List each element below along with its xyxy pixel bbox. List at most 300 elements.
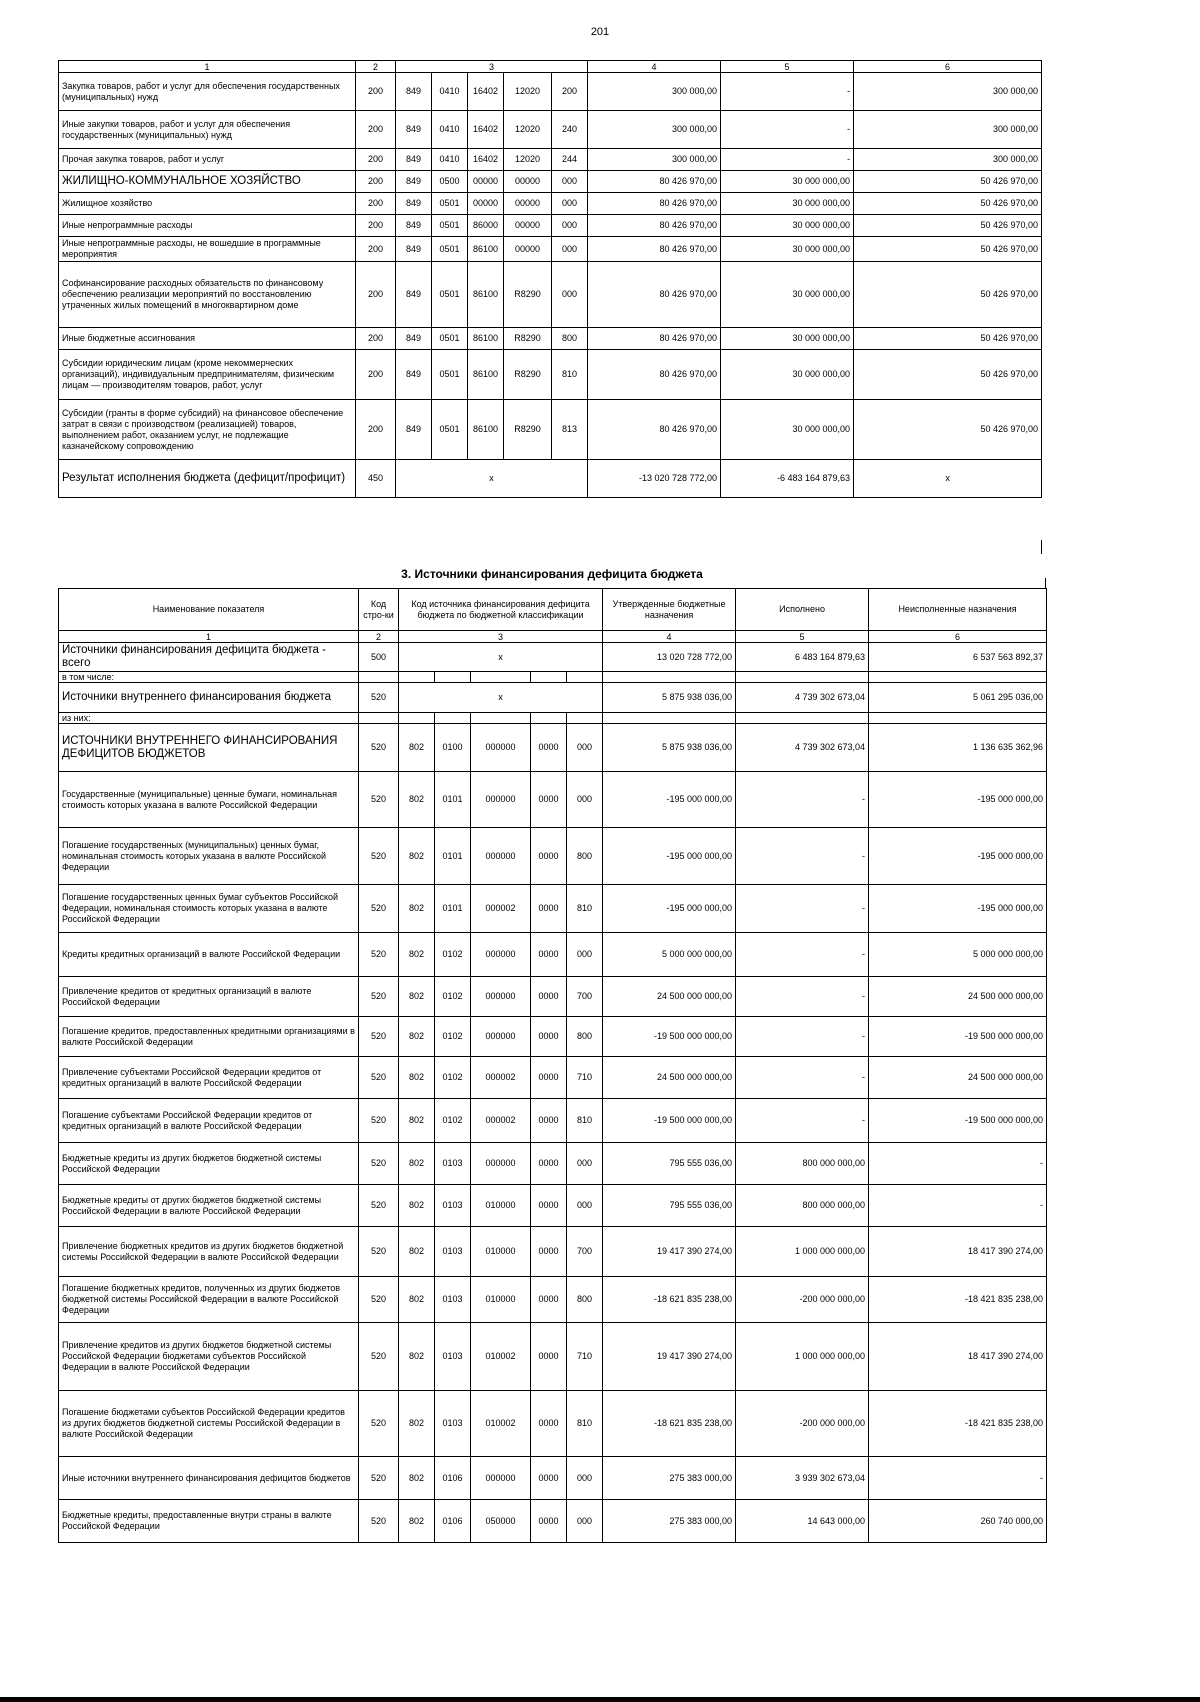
row-executed: 3 939 302 673,04: [736, 1457, 869, 1500]
row-class-code-1: 849: [396, 350, 432, 400]
empty-cell: [435, 713, 471, 724]
row-class-code-1: 849: [396, 400, 432, 460]
row-class-code-1: 802: [399, 772, 435, 828]
row-approved: 19 417 390 274,00: [603, 1323, 736, 1391]
row-class-code-1: 802: [399, 1391, 435, 1457]
row-executed: 4 739 302 673,04: [736, 683, 869, 713]
row-class-code-4: 0000: [531, 977, 567, 1017]
row-class-code-5: 000: [552, 215, 588, 237]
row-class-code-1: 802: [399, 1143, 435, 1185]
table-row: [59, 1500, 1047, 1543]
page-number: 201: [590, 26, 610, 38]
column-numbers-row: [59, 61, 1042, 73]
row-class-code-3: 000000: [471, 977, 531, 1017]
row-class-code-2: 0102: [435, 933, 471, 977]
row-name: Иные закупки товаров, работ и услуг для обеспечения государственных (муниципальных) нужд: [59, 111, 356, 149]
row-executed: 800 000 000,00: [736, 1185, 869, 1227]
row-class-code-4: 0000: [531, 1057, 567, 1099]
row-class-code-1: 802: [399, 933, 435, 977]
row-unexecuted: 50 426 970,00: [854, 237, 1042, 262]
table-row: [59, 1457, 1047, 1500]
header-approved: Утвержденные бюджетные назначения: [603, 589, 736, 631]
row-class-code-4: 0000: [531, 1185, 567, 1227]
header-unexecuted: Неисполненные назначения: [869, 589, 1047, 631]
row-name: Погашение кредитов, предоставленных кредитными организациями в валюте Российской Федерации: [59, 1017, 359, 1057]
header-source-code: Код источника финансирования дефицита бюджета по бюджетной классификации: [399, 589, 603, 631]
row-class-code-5: 000: [567, 724, 603, 772]
row-approved: 80 426 970,00: [588, 237, 721, 262]
row-class-code-4: 00000: [504, 193, 552, 215]
row-line-code: 520: [359, 828, 399, 885]
empty-cell: [567, 672, 603, 683]
row-class-code-3: 000000: [471, 772, 531, 828]
row-class-code-1: 802: [399, 1277, 435, 1323]
table-row: [59, 1143, 1047, 1185]
row-unexecuted: 5 061 295 036,00: [869, 683, 1047, 713]
row-name: Закупка товаров, работ и услуг для обеспечения государственных (муниципальных) нужд: [59, 73, 356, 111]
row-executed: 1 000 000 000,00: [736, 1227, 869, 1277]
row-class-code-2: 0501: [432, 237, 468, 262]
row-executed: -6 483 164 879,63: [721, 460, 854, 498]
row-class-code-5: 000: [567, 1500, 603, 1543]
header-code: Код стро-ки: [359, 589, 399, 631]
row-executed: -200 000 000,00: [736, 1277, 869, 1323]
row-name: Привлечение субъектами Российской Федерации кредитов от кредитных организаций в валюте Российской Федерации: [59, 1057, 359, 1099]
row-class-code-3: 86100: [468, 400, 504, 460]
row-executed: 14 643 000,00: [736, 1500, 869, 1543]
row-unexecuted: -: [869, 1185, 1047, 1227]
empty-cell: [359, 672, 399, 683]
row-executed: 30 000 000,00: [721, 193, 854, 215]
row-line-code: 200: [356, 193, 396, 215]
row-executed: 30 000 000,00: [721, 171, 854, 193]
row-approved: -195 000 000,00: [603, 828, 736, 885]
table-edge-line: [1041, 540, 1042, 554]
row-executed: 30 000 000,00: [721, 400, 854, 460]
row-executed: -: [736, 933, 869, 977]
empty-cell: [736, 672, 869, 683]
row-unexecuted: -: [869, 1143, 1047, 1185]
row-executed: -: [736, 772, 869, 828]
row-class-code-5: 813: [552, 400, 588, 460]
summary-row: [59, 683, 1047, 713]
row-line-code: 200: [356, 400, 396, 460]
row-line-code: 520: [359, 1057, 399, 1099]
row-class-code-4: R8290: [504, 350, 552, 400]
row-class-code-x: x: [399, 683, 603, 713]
row-class-code-2: 0501: [432, 328, 468, 350]
row-class-code-2: 0501: [432, 215, 468, 237]
col-num-4: 4: [603, 631, 736, 643]
row-class-code-4: 0000: [531, 772, 567, 828]
row-class-code-3: 010002: [471, 1391, 531, 1457]
row-class-code-3: 000000: [471, 1017, 531, 1057]
row-class-code-5: 700: [567, 977, 603, 1017]
row-class-code-4: R8290: [504, 400, 552, 460]
row-class-code-1: 802: [399, 1500, 435, 1543]
row-class-code-5: 800: [552, 328, 588, 350]
row-class-code-2: 0106: [435, 1457, 471, 1500]
row-name: Привлечение кредитов от кредитных организаций в валюте Российской Федерации: [59, 977, 359, 1017]
row-unexecuted: 24 500 000 000,00: [869, 977, 1047, 1017]
row-class-code-5: 244: [552, 149, 588, 171]
row-class-code-5: 800: [567, 1017, 603, 1057]
table-row: [59, 1391, 1047, 1457]
row-line-code: 520: [359, 1391, 399, 1457]
row-class-code-2: 0102: [435, 1017, 471, 1057]
table-row: [59, 193, 1042, 215]
row-class-code-4: R8290: [504, 328, 552, 350]
table-row: [59, 724, 1047, 772]
row-class-code-4: 0000: [531, 1500, 567, 1543]
row-class-code-1: 802: [399, 1099, 435, 1143]
row-executed: -: [736, 1057, 869, 1099]
row-unexecuted: 300 000,00: [854, 111, 1042, 149]
empty-cell: [531, 672, 567, 683]
row-class-code-2: 0103: [435, 1227, 471, 1277]
row-approved: -18 621 835 238,00: [603, 1277, 736, 1323]
row-class-code-4: 0000: [531, 828, 567, 885]
row-class-code-5: 810: [567, 885, 603, 933]
row-unexecuted: 50 426 970,00: [854, 193, 1042, 215]
row-executed: 30 000 000,00: [721, 215, 854, 237]
row-class-code-5: 710: [567, 1057, 603, 1099]
summary-row: [59, 460, 1042, 498]
row-class-code-2: 0501: [432, 350, 468, 400]
col-num-1: 1: [59, 61, 356, 73]
row-executed: 30 000 000,00: [721, 237, 854, 262]
row-class-code-3: 000002: [471, 885, 531, 933]
row-name: Субсидии (гранты в форме субсидий) на финансовое обеспечение затрат в связи с производством (реализацией) товаров, выполнением работ, оказанием услуг, не подлежащие казначейскому сопровождению: [59, 400, 356, 460]
row-line-code: 200: [356, 262, 396, 328]
row-class-code-1: 849: [396, 215, 432, 237]
row-class-code-1: 802: [399, 1057, 435, 1099]
table-row: [59, 1057, 1047, 1099]
row-class-code-4: 0000: [531, 724, 567, 772]
row-class-code-4: 0000: [531, 1391, 567, 1457]
row-class-code-4: 00000: [504, 171, 552, 193]
row-class-code-5: 000: [567, 1185, 603, 1227]
row-class-code-4: 0000: [531, 1323, 567, 1391]
expenses-table: [58, 60, 1042, 498]
table-row: [59, 1323, 1047, 1391]
row-name: Погашение государственных (муниципальных) ценных бумаг, номинальная стоимость которых указана в валюте Российской Федерации: [59, 828, 359, 885]
row-name: Погашение субъектами Российской Федерации кредитов от кредитных организаций в валюте Российской Федерации: [59, 1099, 359, 1143]
row-executed: -200 000 000,00: [736, 1391, 869, 1457]
empty-cell: [869, 713, 1047, 724]
table-row: [59, 111, 1042, 149]
row-name: Результат исполнения бюджета (дефицит/профицит): [59, 460, 356, 498]
deficit-sources-table: [58, 588, 1047, 1543]
row-class-code-4: 00000: [504, 215, 552, 237]
table-row: [59, 1227, 1047, 1277]
row-executed: 30 000 000,00: [721, 328, 854, 350]
row-unexecuted: 18 417 390 274,00: [869, 1227, 1047, 1277]
empty-cell: [435, 672, 471, 683]
row-approved: -19 500 000 000,00: [603, 1017, 736, 1057]
row-name: Погашение бюджетами субъектов Российской Федерации кредитов из других бюджетов бюджетной системы Российской Федерации в валюте Российской Федерации: [59, 1391, 359, 1457]
row-class-code-2: 0501: [432, 262, 468, 328]
row-class-code-2: 0102: [435, 1099, 471, 1143]
table-row: [59, 237, 1042, 262]
table-row: [59, 772, 1047, 828]
row-class-code-3: 010000: [471, 1277, 531, 1323]
row-class-code-1: 802: [399, 885, 435, 933]
row-class-code-5: 700: [567, 1227, 603, 1277]
header-row: [59, 589, 1047, 631]
row-unexecuted: -195 000 000,00: [869, 828, 1047, 885]
table-row: [59, 262, 1042, 328]
row-class-code-x: x: [396, 460, 588, 498]
row-class-code-2: 0501: [432, 193, 468, 215]
col-num-3: 3: [399, 631, 603, 643]
row-unexecuted: -195 000 000,00: [869, 885, 1047, 933]
row-class-code-1: 802: [399, 828, 435, 885]
row-approved: -18 621 835 238,00: [603, 1391, 736, 1457]
row-class-code-5: 800: [567, 1277, 603, 1323]
row-approved: 300 000,00: [588, 73, 721, 111]
table-row: [59, 149, 1042, 171]
row-class-code-2: 0101: [435, 885, 471, 933]
row-class-code-5: 000: [552, 193, 588, 215]
row-unexecuted: 50 426 970,00: [854, 171, 1042, 193]
row-line-code: 520: [359, 885, 399, 933]
row-line-code: 520: [359, 1500, 399, 1543]
empty-cell: [471, 713, 531, 724]
row-class-code-x: x: [399, 643, 603, 672]
row-unexecuted: 50 426 970,00: [854, 215, 1042, 237]
row-name: Субсидии юридическим лицам (кроме некоммерческих организаций), индивидуальным предпринимателям, физическим лицам — производителям товаров, работ, услуг: [59, 350, 356, 400]
row-class-code-3: 000000: [471, 724, 531, 772]
row-class-code-3: 000002: [471, 1057, 531, 1099]
row-class-code-4: 12020: [504, 73, 552, 111]
row-line-code: 500: [359, 643, 399, 672]
row-executed: -: [736, 885, 869, 933]
row-line-code: 200: [356, 350, 396, 400]
row-approved: 80 426 970,00: [588, 171, 721, 193]
row-class-code-2: 0410: [432, 73, 468, 111]
row-unexecuted: 5 000 000 000,00: [869, 933, 1047, 977]
row-unexecuted: 50 426 970,00: [854, 400, 1042, 460]
empty-cell: [869, 672, 1047, 683]
col-num-2: 2: [356, 61, 396, 73]
row-approved: 80 426 970,00: [588, 262, 721, 328]
row-name: Источники финансирования дефицита бюджета - всего: [59, 643, 359, 672]
row-line-code: 520: [359, 1277, 399, 1323]
row-class-code-5: 000: [567, 933, 603, 977]
row-class-code-2: 0410: [432, 149, 468, 171]
table-row: [59, 828, 1047, 885]
empty-cell: [399, 713, 435, 724]
row-class-code-3: 000000: [471, 1457, 531, 1500]
row-unexecuted: 50 426 970,00: [854, 350, 1042, 400]
row-name: Иные непрограммные расходы, не вошедшие в программные мероприятия: [59, 237, 356, 262]
row-executed: 30 000 000,00: [721, 262, 854, 328]
row-executed: -: [736, 1017, 869, 1057]
row-class-code-5: 200: [552, 73, 588, 111]
col-num-5: 5: [721, 61, 854, 73]
row-class-code-4: 0000: [531, 1227, 567, 1277]
row-name: Государственные (муниципальные) ценные бумаги, номинальная стоимость которых указана в валюте Российской Федерации: [59, 772, 359, 828]
row-approved: 5 875 938 036,00: [603, 724, 736, 772]
row-unexecuted: 18 417 390 274,00: [869, 1323, 1047, 1391]
row-line-code: 520: [359, 1185, 399, 1227]
row-line-code: 520: [359, 1099, 399, 1143]
row-line-code: 520: [359, 1143, 399, 1185]
empty-cell: [567, 713, 603, 724]
row-class-code-1: 802: [399, 1457, 435, 1500]
row-name: Бюджетные кредиты из других бюджетов бюджетной системы Российской Федерации: [59, 1143, 359, 1185]
row-name: Жилищное хозяйство: [59, 193, 356, 215]
row-class-code-3: 050000: [471, 1500, 531, 1543]
row-name: Источники внутреннего финансирования бюджета: [59, 683, 359, 713]
row-executed: -: [721, 73, 854, 111]
row-class-code-5: 000: [567, 1143, 603, 1185]
row-class-code-1: 849: [396, 149, 432, 171]
row-class-code-5: 800: [567, 828, 603, 885]
row-unexecuted: 6 537 563 892,37: [869, 643, 1047, 672]
row-name: Привлечение бюджетных кредитов из других бюджетов бюджетной системы Российской Федерации в валюте Российской Федерации: [59, 1227, 359, 1277]
row-class-code-3: 010002: [471, 1323, 531, 1391]
row-name: Прочая закупка товаров, работ и услуг: [59, 149, 356, 171]
column-numbers-row: [59, 631, 1047, 643]
label-row: [59, 672, 1047, 683]
row-class-code-1: 849: [396, 262, 432, 328]
row-class-code-3: 86100: [468, 262, 504, 328]
empty-cell: [603, 672, 736, 683]
row-unexecuted: -: [869, 1457, 1047, 1500]
row-line-code: 520: [359, 724, 399, 772]
row-name: Бюджетные кредиты от других бюджетов бюджетной системы Российской Федерации в валюте Российской Федерации: [59, 1185, 359, 1227]
row-executed: -: [721, 149, 854, 171]
row-unexecuted: -18 421 835 238,00: [869, 1277, 1047, 1323]
row-name: Бюджетные кредиты, предоставленные внутри страны в валюте Российской Федерации: [59, 1500, 359, 1543]
row-class-code-4: 00000: [504, 237, 552, 262]
row-class-code-3: 86100: [468, 328, 504, 350]
row-class-code-3: 86100: [468, 350, 504, 400]
table-row: [59, 977, 1047, 1017]
row-class-code-2: 0103: [435, 1323, 471, 1391]
row-unexecuted: x: [854, 460, 1042, 498]
row-class-code-2: 0100: [435, 724, 471, 772]
row-name: Иные непрограммные расходы: [59, 215, 356, 237]
row-label: из них:: [59, 713, 359, 724]
row-approved: 19 417 390 274,00: [603, 1227, 736, 1277]
row-class-code-5: 710: [567, 1323, 603, 1391]
row-class-code-1: 802: [399, 724, 435, 772]
empty-cell: [399, 672, 435, 683]
row-line-code: 520: [359, 772, 399, 828]
row-approved: 13 020 728 772,00: [603, 643, 736, 672]
row-class-code-1: 802: [399, 1185, 435, 1227]
row-class-code-3: 00000: [468, 171, 504, 193]
empty-cell: [471, 672, 531, 683]
row-approved: 24 500 000 000,00: [603, 977, 736, 1017]
row-class-code-2: 0501: [432, 400, 468, 460]
row-unexecuted: -19 500 000 000,00: [869, 1099, 1047, 1143]
row-line-code: 520: [359, 683, 399, 713]
row-unexecuted: -18 421 835 238,00: [869, 1391, 1047, 1457]
row-name: Иные источники внутреннего финансирования дефицитов бюджетов: [59, 1457, 359, 1500]
row-class-code-4: 12020: [504, 149, 552, 171]
row-unexecuted: 50 426 970,00: [854, 262, 1042, 328]
row-class-code-2: 0103: [435, 1277, 471, 1323]
table-row: [59, 328, 1042, 350]
row-name: ИСТОЧНИКИ ВНУТРЕННЕГО ФИНАНСИРОВАНИЯ ДЕФИЦИТОВ БЮДЖЕТОВ: [59, 724, 359, 772]
col-num-2: 2: [359, 631, 399, 643]
section-title: 3. Источники финансирования дефицита бюджета: [401, 567, 703, 581]
row-class-code-4: 12020: [504, 111, 552, 149]
row-line-code: 520: [359, 1457, 399, 1500]
table-row: [59, 1099, 1047, 1143]
row-approved: 275 383 000,00: [603, 1457, 736, 1500]
row-class-code-3: 000000: [471, 828, 531, 885]
row-approved: 80 426 970,00: [588, 193, 721, 215]
header-executed: Исполнено: [736, 589, 869, 631]
row-class-code-1: 849: [396, 171, 432, 193]
row-class-code-5: 810: [567, 1099, 603, 1143]
row-executed: -: [736, 828, 869, 885]
row-line-code: 200: [356, 149, 396, 171]
row-line-code: 520: [359, 1323, 399, 1391]
row-executed: -: [736, 977, 869, 1017]
row-class-code-2: 0102: [435, 977, 471, 1017]
row-approved: -195 000 000,00: [603, 885, 736, 933]
empty-cell: [736, 713, 869, 724]
row-class-code-4: 0000: [531, 885, 567, 933]
table-row: [59, 400, 1042, 460]
row-class-code-1: 802: [399, 1323, 435, 1391]
row-class-code-5: 000: [552, 171, 588, 193]
row-class-code-1: 802: [399, 1017, 435, 1057]
table-row: [59, 933, 1047, 977]
row-unexecuted: 260 740 000,00: [869, 1500, 1047, 1543]
row-unexecuted: 1 136 635 362,96: [869, 724, 1047, 772]
col-num-4: 4: [588, 61, 721, 73]
row-class-code-2: 0102: [435, 1057, 471, 1099]
row-class-code-2: 0106: [435, 1500, 471, 1543]
row-approved: 5 875 938 036,00: [603, 683, 736, 713]
row-unexecuted: 50 426 970,00: [854, 328, 1042, 350]
table-row: [59, 885, 1047, 933]
row-name: Погашение бюджетных кредитов, полученных из других бюджетов бюджетной системы Российской Федерации в валюте Российской Федерации: [59, 1277, 359, 1323]
row-class-code-3: 86100: [468, 237, 504, 262]
row-class-code-1: 802: [399, 1227, 435, 1277]
row-class-code-3: 16402: [468, 73, 504, 111]
row-approved: 80 426 970,00: [588, 328, 721, 350]
table-edge-line: [1045, 578, 1046, 588]
row-executed: 1 000 000 000,00: [736, 1323, 869, 1391]
row-line-code: 200: [356, 328, 396, 350]
col-num-6: 6: [854, 61, 1042, 73]
row-unexecuted: -19 500 000 000,00: [869, 1017, 1047, 1057]
row-class-code-3: 010000: [471, 1185, 531, 1227]
row-class-code-1: 849: [396, 237, 432, 262]
row-class-code-3: 000002: [471, 1099, 531, 1143]
col-num-5: 5: [736, 631, 869, 643]
row-class-code-2: 0500: [432, 171, 468, 193]
row-class-code-3: 16402: [468, 111, 504, 149]
row-class-code-5: 810: [567, 1391, 603, 1457]
row-class-code-5: 240: [552, 111, 588, 149]
empty-cell: [531, 713, 567, 724]
row-line-code: 520: [359, 933, 399, 977]
row-class-code-3: 000000: [471, 933, 531, 977]
row-executed: 30 000 000,00: [721, 350, 854, 400]
row-approved: -19 500 000 000,00: [603, 1099, 736, 1143]
row-executed: 6 483 164 879,63: [736, 643, 869, 672]
row-class-code-2: 0410: [432, 111, 468, 149]
